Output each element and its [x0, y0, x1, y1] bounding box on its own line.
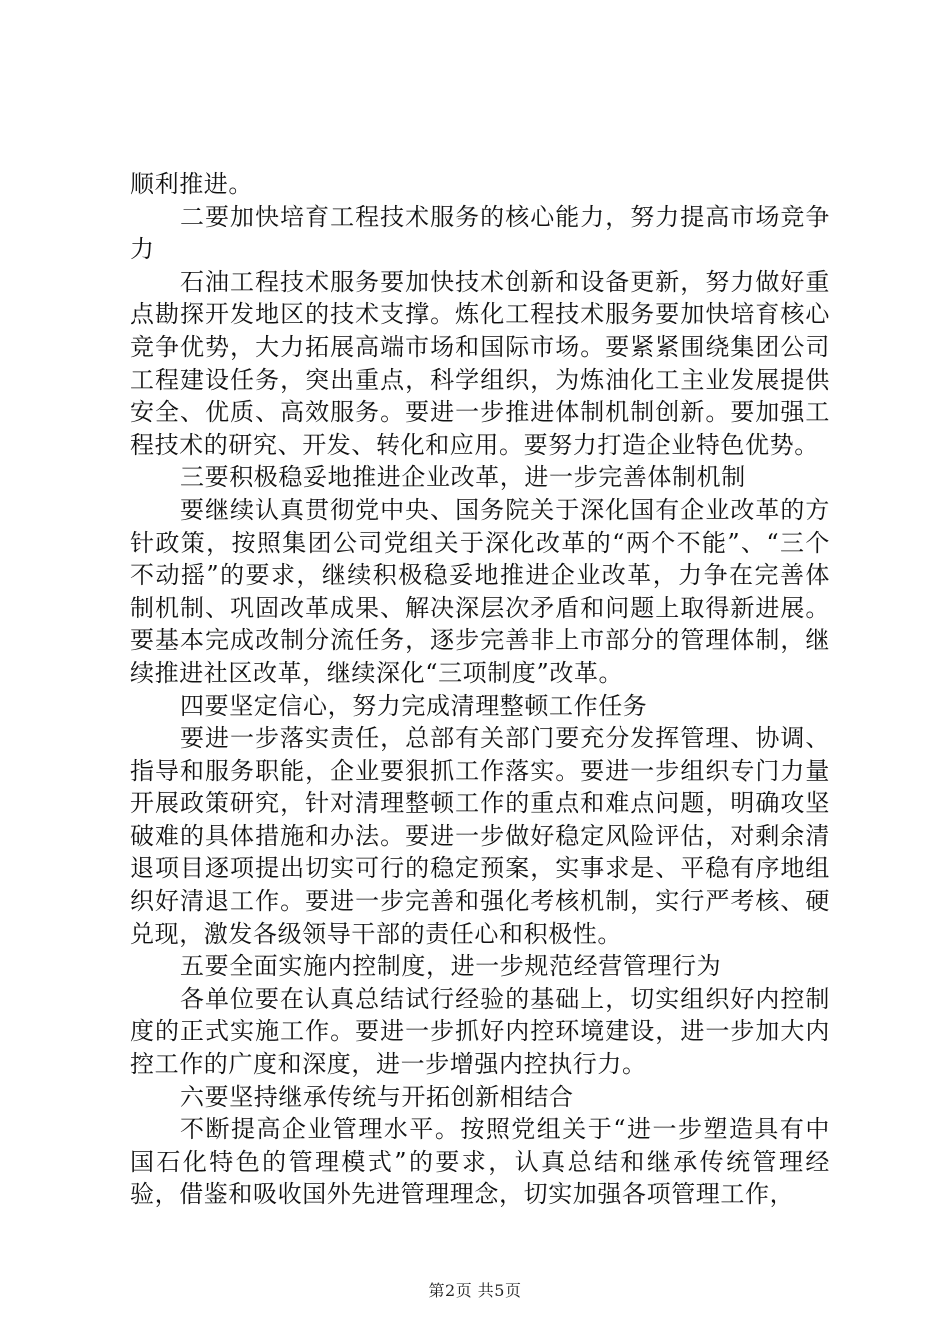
paragraph-body: 各单位要在认真总结试行经验的基础上，切实组织好内控制度的正式实施工作。要进一步抓好内控环境建设，进一步加大内控工作的广度和深度，进一步增强内控执行力。	[130, 984, 830, 1079]
section-heading-5: 五要全面实施内控制度，进一步规范经营管理行为	[180, 952, 722, 981]
paragraph-body: 要继续认真贯彻党中央、国务院关于深化国有企业改革的方针政策，按照集团公司党组关于深化改革的“两个不能”、“三个不动摇”的要求，继续积极稳妥地推进企业改革，力争在完善体制机制、巩固改革成果、解决深层次矛盾和问题上取得新进展。要基本完成改制分流任务，逐步完善非上市部分的管理体制，继续推进社区改革，继续深化“三项制度”改革。	[130, 495, 830, 687]
page-number-footer: 第2页 共5页	[428, 1281, 522, 1300]
paragraph-body: 不断提高企业管理水平。按照党组关于“进一步塑造具有中国石化特色的管理模式”的要求，认真总结和继承传统管理经验，借鉴和吸收国外先进管理理念，切实加强各项管理工作，	[130, 1115, 830, 1209]
paragraph-continuation: 顺利推进。	[130, 170, 253, 198]
paragraph-body: 要进一步落实责任，总部有关部门要充分发挥管理、协调、指导和服务职能，企业要狠抓工作落实。要进一步组织专门力量开展政策研究，针对清理整顿工作的重点和难点问题，明确攻坚破难的具体措施和办法。要进一步做好稳定风险评估，对剩余清退项目逐项提出切实可行的稳定预案，实事求是、平稳有序地组织好清退工作。要进一步完善和强化考核机制，实行严考核、硬兑现，激发各级领导干部的责任心和积极性。	[130, 724, 830, 948]
section-heading-3: 三要积极稳妥地推进企业改革，进一步完善体制机制	[180, 463, 746, 492]
section-heading-6: 六要坚持继承传统与开拓创新相结合	[180, 1082, 574, 1111]
document-body	[130, 168, 830, 1211]
paragraph-body: 石油工程技术服务要加快技术创新和设备更新，努力做好重点勘探开发地区的技术支撑。炼化工程技术服务要加快培育核心竞争优势，大力拓展高端市场和国际市场。要紧紧围绕集团公司工程建设任务，突出重点，科学组织，为炼油化工主业发展提供安全、优质、高效服务。要进一步推进体制机制创新。要加强工程技术的研究、开发、转化和应用。要努力打造企业特色优势。	[130, 267, 830, 459]
section-heading-4: 四要坚定信心，努力完成清理整顿工作任务	[180, 691, 648, 720]
section-heading-2: 二要加快培育工程技术服务的核心能力，努力提高市场竞争力	[130, 202, 830, 264]
